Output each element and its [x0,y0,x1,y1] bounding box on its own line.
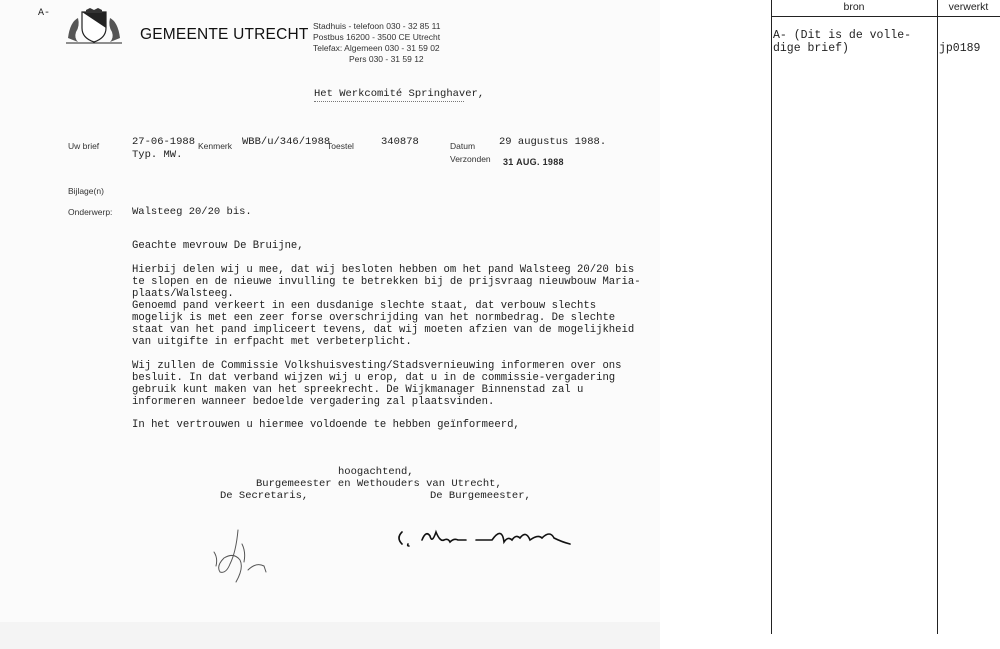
body-line: staat van het pand impliceert tevens, dat wij moeten afzien van de mogelijkheid [132,324,635,336]
mayor-signature [392,522,578,558]
address-remnant [314,101,464,104]
bron-entry-line: A- (Dit is de volle- [773,29,912,42]
mayor-title: De Burgemeester, [430,490,531,502]
contact-line: Stadhuis - telefoon 030 - 32 85 11 [313,21,441,31]
body-line: In het vertrouwen u hiermee voldoende te hebben geïnformeerd, [132,419,520,431]
typist: Typ. MW. [132,149,183,161]
column-divider [937,0,938,634]
annotation-panel [660,0,1000,649]
verzonden-stamp: 31 AUG. 1988 [503,157,564,167]
contact-line: Telefax: Algemeen 030 - 31 59 02 [313,43,440,53]
recipient: Het Werkcomité Springhaver, [314,88,485,100]
header-divider [771,16,1000,17]
datum-value: 29 augustus 1988. [499,136,607,148]
body-line: van uitgifte in erfpacht met verbeterplicht. [132,336,412,348]
contact-line: Pers 030 - 31 59 12 [349,54,424,64]
toestel-label: Toestel [327,141,354,151]
body-line: plaats/Walsteeg. [132,288,234,300]
closing-greeting: hoogachtend, [338,466,414,478]
body-line: Genoemd pand verkeert in een dusdanige slechte staat, dat verbouw slechts [132,300,597,312]
contact-line: Postbus 16200 - 3500 CE Utrecht [313,32,441,42]
salutation: Geachte mevrouw De Bruijne, [132,240,304,252]
body-line: gebruik kunt maken van het spreekrecht. De Wijkmanager Binnenstad zal u [132,384,584,396]
corner-mark: A- [38,8,51,19]
toestel-value: 340878 [381,136,419,148]
onderwerp-value: Walsteeg 20/20 bis. [132,206,252,218]
secretary-title: De Secretaris, [220,490,309,502]
onderwerp-label: Onderwerp: [68,207,113,217]
closing-authority: Burgemeester en Wethouders van Utrecht, [256,478,502,490]
bron-entry-line: dige brief) [773,42,849,55]
verwerkt-column-header: verwerkt [948,1,989,13]
kenmerk-label: Kenmerk [198,141,233,151]
body-line: besluit. In dat verband wijzen wij u erop, dat u in de commissie-vergadering [132,372,616,384]
column-divider [771,0,772,634]
body-line: Hierbij delen wij u mee, dat wij besloten hebben om het pand Walsteeg 20/20 bis [132,264,635,276]
uw-brief-value: 27-06-1988 [132,136,196,148]
verzonden-label: Verzonden [450,154,491,164]
secretary-signature [200,522,280,594]
bron-column-header: bron [843,1,865,13]
body-line: te slopen en de nieuwe invulling te betrekken bij de prijsvraag nieuwbouw Maria- [132,276,641,288]
body-line: informeren wanneer bedoelde vergadering zal plaatsvinden. [132,396,495,408]
body-line: Wij zullen de Commissie Volkshuisvesting/Stadsvernieuwing informeren over ons [132,360,622,372]
body-line: mogelijk is met een zeer forse overschrijding van het normbedrag. De slechte [132,312,616,324]
coat-of-arms-logo [64,8,124,44]
municipality-name: GEMEENTE UTRECHT [140,26,309,43]
uw-brief-label: Uw brief [68,141,100,151]
bijlage-label: Bijlage(n) [68,186,104,196]
kenmerk-value: WBB/u/346/1988 [242,136,331,148]
datum-label: Datum [450,141,476,151]
verwerkt-entry: jp0189 [939,42,981,55]
